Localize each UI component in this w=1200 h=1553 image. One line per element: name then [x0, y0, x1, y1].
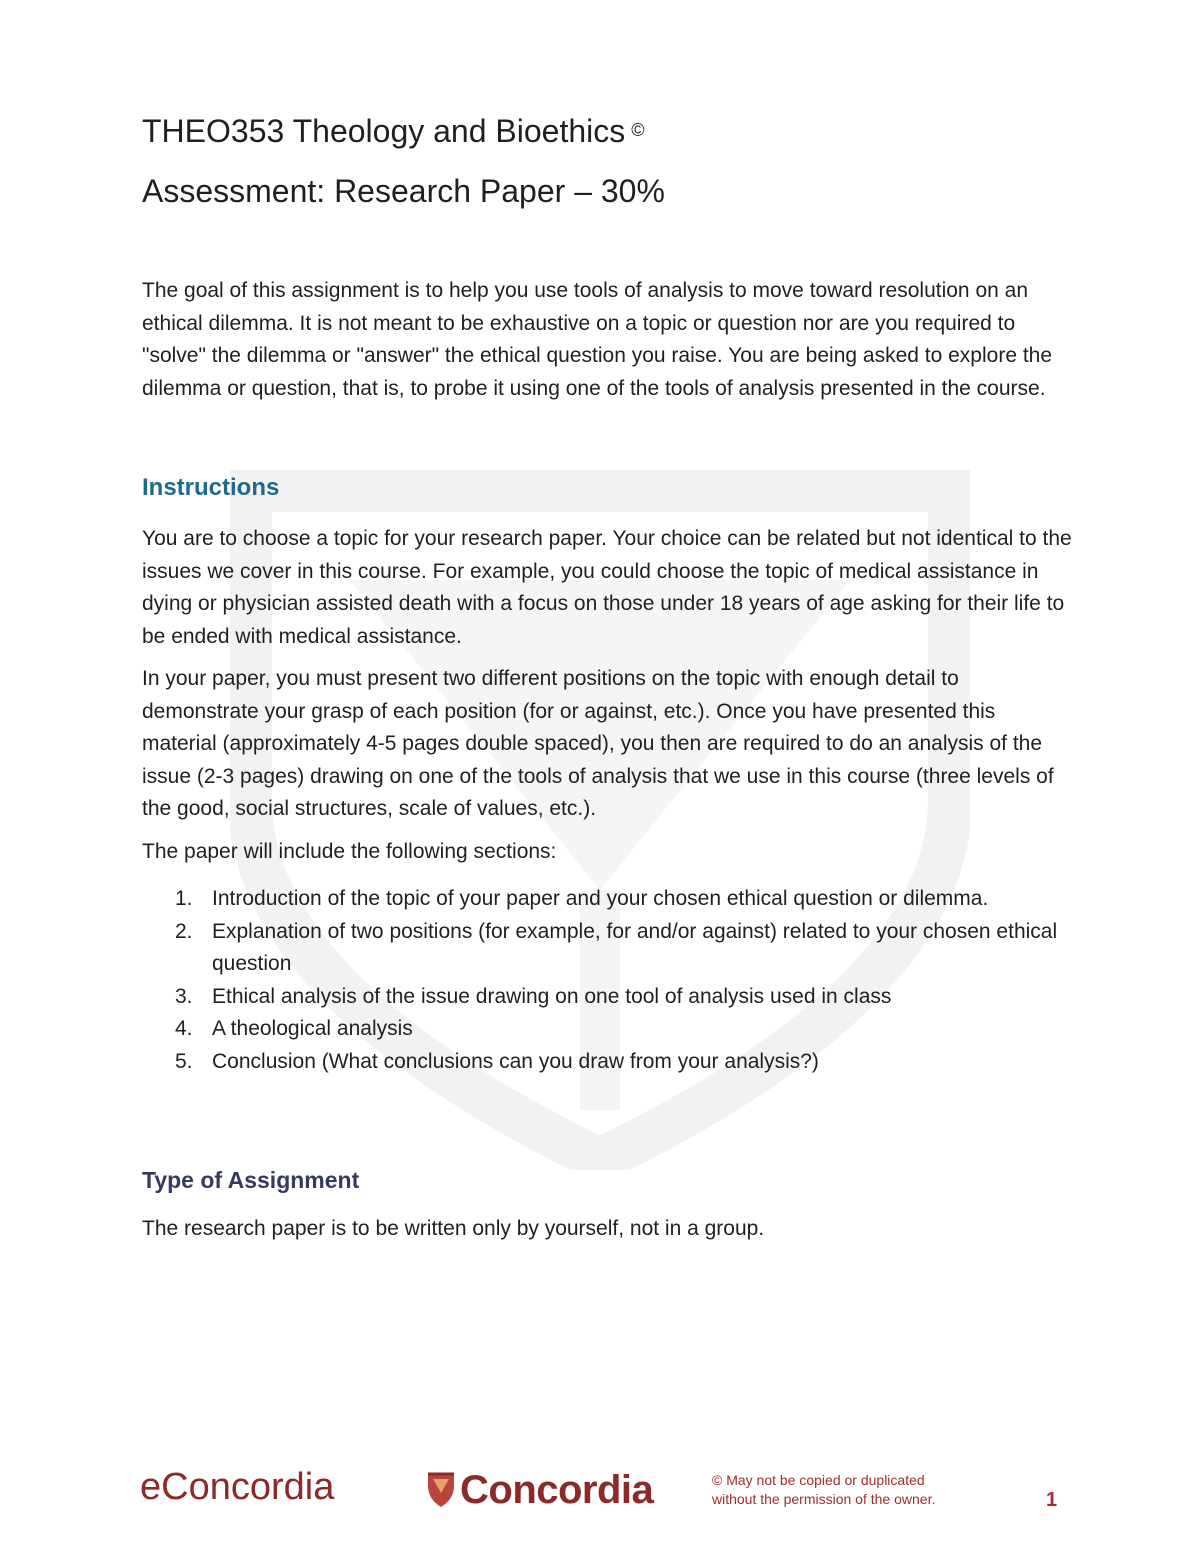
assessment-title: Assessment: Research Paper – 30% — [142, 173, 665, 209]
sections-intro: The paper will include the following sections: — [142, 840, 557, 863]
list-item — [142, 1013, 1072, 1046]
copyright-line-2: without the permission of the owner. — [712, 1491, 936, 1507]
list-item-text: Explanation of two positions (for example, for and/or against) related to your chosen ethical question — [212, 919, 1058, 976]
type-of-assignment-heading: Type of Assignment — [142, 1167, 360, 1193]
instructions-paragraph-2: In your paper, you must present two different positions on the topic with enough detail to demonstrate your grasp of each position (for or against, etc.). Once you have presented this material (approximately 4-5 pages double spaced), you then are required to do an analysis of the issue (2-3 pages) drawing on one of the tools of analysis that we use in this course (three levels of the good, social structures, scale of values, etc.). — [142, 667, 1054, 821]
list-item-text: Introduction of the topic of your paper and your chosen ethical question or dilemma. — [212, 887, 989, 910]
concordia-logo — [426, 1466, 653, 1514]
list-item — [142, 981, 1072, 1014]
list-item-text: Ethical analysis of the issue drawing on one tool of analysis used in class — [212, 984, 892, 1008]
concordia-logo-text: Concordia — [460, 1467, 654, 1512]
page-number: 1 — [1046, 1489, 1058, 1511]
copyright-line-1: © May not be copied or duplicated — [712, 1472, 925, 1488]
list-item-text: A theological analysis — [212, 1017, 413, 1041]
sections-list — [142, 883, 1072, 1079]
list-item — [142, 916, 1072, 981]
instructions-heading: Instructions — [142, 474, 280, 501]
course-title: THEO353 Theology and Bioethics © — [142, 113, 645, 149]
list-item — [142, 1046, 1072, 1079]
copyright-symbol: © — [631, 120, 645, 140]
list-item-number: 1. — [175, 887, 193, 910]
list-item-number: 5. — [175, 1049, 193, 1073]
list-item-number: 3. — [175, 984, 193, 1008]
type-of-assignment-text: The research paper is to be written only by yourself, not in a group. — [142, 1217, 765, 1240]
shield-icon — [426, 1471, 456, 1509]
list-item-text: Conclusion (What conclusions can you draw from your analysis?) — [212, 1049, 819, 1073]
instructions-paragraph-1: You are to choose a topic for your research paper. Your choice can be related but not identical to the issues we cover in this course. For example, you could choose the topic of medical assistance in dying or physician assisted death with a focus on those under 18 years of age asking for their life to be ended with medical assistance. — [142, 527, 1072, 648]
econcordia-logo-text: eConcordia — [140, 1466, 335, 1508]
list-item-number: 2. — [175, 919, 193, 943]
econcordia-logo — [140, 1466, 334, 1514]
list-item-number: 4. — [175, 1017, 193, 1041]
intro-paragraph: The goal of this assignment is to help you use tools of analysis to move toward resolution on an ethical dilemma. It is not meant to be exhaustive on a topic or question nor are you required to "solve" the dilemma or "answer" the ethical question you raise. You are being asked to explore the dilemma or question, that is, to probe it using one of the tools of analysis presented in the course. — [142, 279, 1053, 400]
copyright-notice — [712, 1471, 935, 1509]
list-item — [142, 883, 1072, 916]
